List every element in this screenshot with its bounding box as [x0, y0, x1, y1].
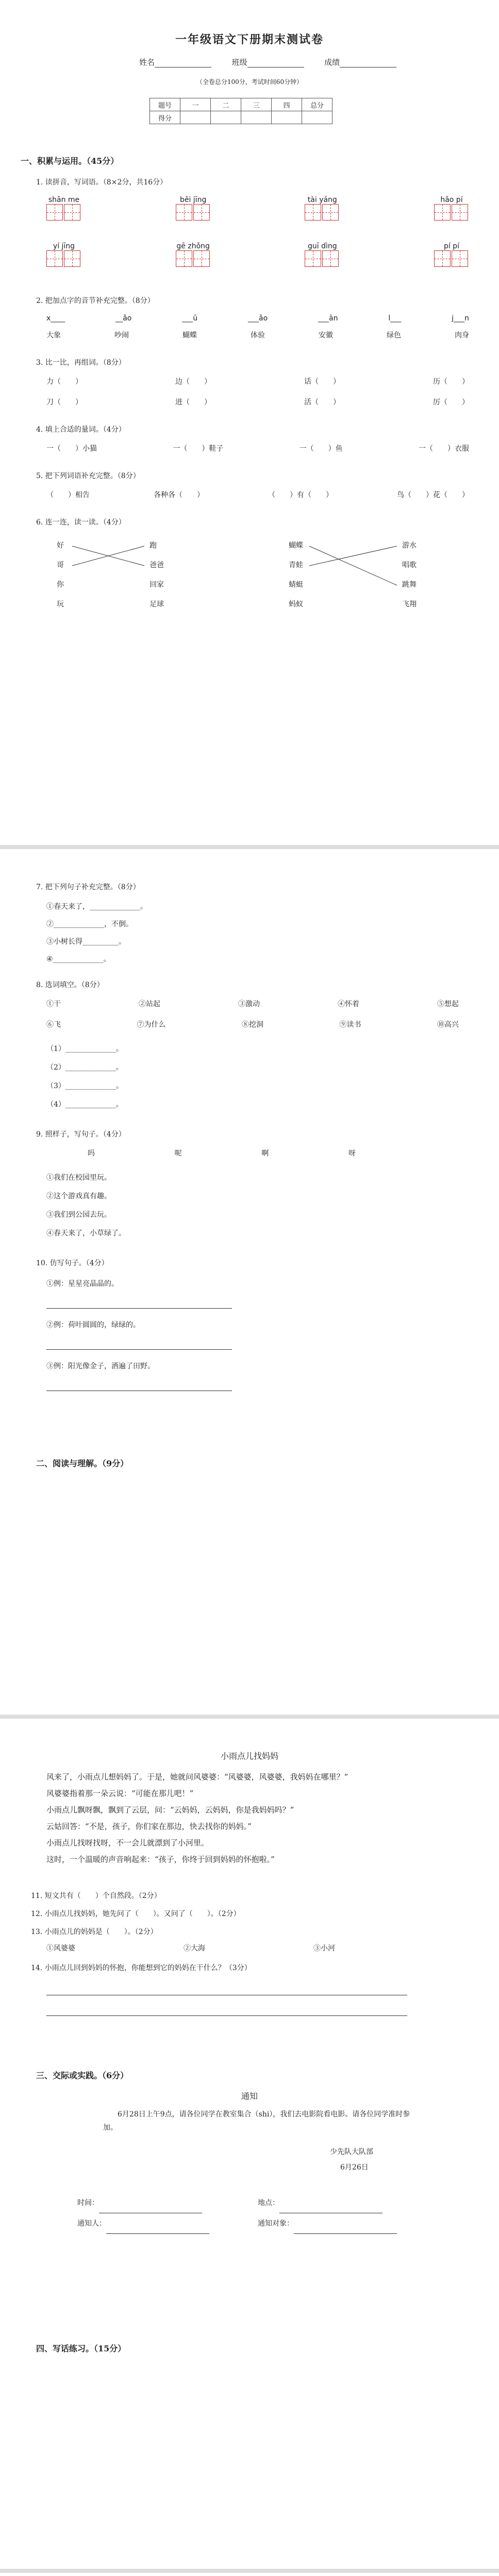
q4-item[interactable]: 一（ ）鞋子 — [173, 445, 224, 453]
score-entry[interactable] — [241, 111, 272, 124]
q2-words-row — [46, 330, 469, 340]
q8-word: ③激动 — [238, 1000, 260, 1008]
q4-item[interactable]: 一（ ）小猫 — [46, 445, 97, 453]
score-cell: 二 — [211, 98, 241, 111]
q6-word[interactable]: 蝴蝶 — [289, 541, 303, 550]
exam-note: （全卷总分100分，考试时间60分钟） — [196, 78, 303, 86]
q2-word: 安徽 — [319, 331, 333, 340]
score-cell: 一 — [180, 98, 211, 111]
notice-sign-org: 少先队大队部 — [330, 2148, 373, 2156]
section-4-heading: 四、写话练习。（15分） — [36, 2344, 126, 2353]
q13-text: 13. 小雨点儿的妈妈是（ ）。（2分） — [31, 1928, 158, 1936]
exam-page-2 — [0, 849, 499, 1715]
q5-item[interactable]: （ ）相告 — [46, 491, 90, 499]
q2-pinyin-row — [46, 314, 469, 323]
q9-line[interactable]: ④春天来了，小草绿了。 — [46, 1229, 126, 1238]
pinyin-item: tài yáng — [305, 196, 340, 223]
passage-title: 小雨点儿找妈妈 — [220, 1751, 278, 1761]
writing-box[interactable] — [452, 250, 468, 267]
q9-word: 吗 — [88, 1149, 95, 1158]
section-3-heading: 三、交际或实践。（6分） — [36, 2071, 129, 2080]
writing-box[interactable] — [64, 204, 80, 221]
q2-text: 2. 把加点字的音节补充完整。（8分） — [36, 297, 155, 305]
q3-item[interactable]: 刀（ ） — [46, 398, 82, 406]
q10-answer-line-2[interactable] — [46, 1349, 232, 1350]
q10-answer-line-3[interactable] — [46, 1390, 232, 1391]
q7-line[interactable]: ②______________，不倒。 — [46, 920, 133, 928]
score-cell: 三 — [241, 98, 272, 111]
q6-word[interactable]: 飞翔 — [402, 600, 417, 608]
q9-text: 9. 照样子，写句子。（4分） — [36, 1130, 126, 1139]
q6-word[interactable]: 回家 — [149, 581, 164, 589]
pinyin-row-1 — [46, 196, 469, 223]
q9-word: 呢 — [174, 1149, 182, 1158]
q2-blank[interactable]: __ǎo — [115, 314, 132, 323]
score-cell: 总分 — [302, 98, 332, 111]
exam-page-3 — [0, 1719, 499, 2569]
pinyin-row-2 — [46, 242, 469, 269]
writing-box[interactable] — [46, 250, 63, 267]
q8-word: ⑦为什么 — [137, 1021, 166, 1029]
q3-item[interactable]: 话（ ） — [304, 378, 340, 386]
q2-blank[interactable]: j___n — [452, 314, 469, 323]
writing-box[interactable] — [46, 204, 63, 221]
q2-blank[interactable]: ___ǎo — [248, 314, 268, 323]
q8-word: ④怀着 — [338, 1000, 359, 1008]
page-divider — [0, 845, 499, 849]
q2-word: 肉身 — [455, 331, 469, 340]
notice-title: 通知 — [241, 2091, 258, 2101]
score-cell: 题号 — [150, 98, 180, 111]
q6-left-col — [57, 536, 64, 614]
q4-text: 4. 填上合适的量词。（4分） — [36, 426, 126, 434]
q2-blank[interactable]: ___ū — [182, 314, 198, 323]
writing-box[interactable] — [176, 250, 192, 267]
q3-item[interactable]: 活（ ） — [304, 398, 340, 406]
q8-word: ⑩高兴 — [437, 1021, 459, 1029]
q2-blank[interactable]: x____ — [46, 314, 65, 323]
q3-row-2 — [46, 397, 469, 407]
page-divider — [0, 2569, 499, 2573]
pinyin-item: guī dìng — [305, 242, 340, 269]
q5-item[interactable]: （ ）有（ ） — [268, 491, 333, 499]
q7-line[interactable]: ①春天来了，______________。 — [46, 903, 147, 911]
writing-box[interactable] — [322, 250, 339, 267]
q8-word: ⑧挖洞 — [242, 1021, 263, 1029]
q9-line[interactable]: ③我们到公园去玩。 — [46, 1211, 111, 1219]
score-entry[interactable] — [211, 111, 241, 124]
q2-word: 蝴蝶 — [182, 331, 197, 340]
q10-answer-line-1[interactable] — [46, 1308, 232, 1309]
q5-text: 5. 把下列词语补充完整。（8分） — [36, 472, 140, 480]
exam-page-1 — [0, 0, 499, 845]
pinyin-item: běi jīng — [176, 196, 211, 223]
section-2-heading: 二、阅读与理解。（9分） — [36, 1459, 129, 1468]
writing-box[interactable] — [193, 250, 210, 267]
q13-option[interactable]: ②大海 — [184, 1944, 205, 1953]
section-1-heading: 一、积累与运用。（45分） — [21, 156, 119, 166]
q8-text: 8. 选词填空。（8分） — [36, 981, 104, 989]
pinyin-item: yí jīng — [46, 242, 81, 269]
q8-word: ⑥飞 — [46, 1021, 61, 1029]
q12-text: 12. 小雨点儿找妈妈，她先问了（ ）。又问了（ ）。（2分） — [31, 1910, 241, 1918]
q13-option[interactable]: ③小河 — [313, 1944, 335, 1953]
writing-box[interactable] — [176, 204, 192, 221]
q10-example-1: ①例：星星亮晶晶的。 — [46, 1280, 119, 1288]
q9-word: 呀 — [348, 1149, 356, 1158]
pinyin-item: hǎo pí — [434, 196, 469, 223]
q2-blank[interactable]: ___ān — [318, 314, 338, 323]
notice-body: 6月28日上午9点，请各位同学在教室集合（shi），我们去电影院看电影。请各位同学准时参加。 — [103, 2110, 410, 2132]
q9-words-row — [88, 1148, 356, 1158]
field-name-label: 姓名 — [139, 58, 155, 67]
q7-line[interactable]: ④______________。 — [46, 955, 111, 963]
score-cell: 四 — [272, 98, 302, 111]
class-input-line[interactable] — [247, 66, 304, 67]
writing-box[interactable] — [434, 250, 451, 267]
score-input-line[interactable] — [340, 66, 396, 67]
q6-word[interactable]: 你 — [57, 581, 64, 589]
page-divider — [0, 1715, 499, 1719]
q2-word: 绿色 — [387, 331, 401, 340]
q8-lines — [46, 1040, 123, 1114]
passage-paragraph: 风来了，小雨点儿想妈妈了。于是，她就问风婆婆：“风婆婆，风婆婆，我妈妈在哪里？” — [46, 1772, 348, 1782]
q3-item[interactable]: 边（ ） — [175, 378, 211, 386]
score-entry[interactable] — [180, 111, 211, 124]
q6-word[interactable]: 哥 — [57, 561, 64, 569]
notice-field-sender: 通知人： — [77, 2213, 258, 2234]
q6-connecting-lines — [67, 536, 448, 618]
q8-word: ⑤想起 — [437, 1000, 459, 1008]
q8-line[interactable]: （1）______________。 — [46, 1045, 123, 1053]
passage-paragraph: 小雨点儿飘呀飘，飘到了云层，问：“云妈妈，云妈妈，你是我妈妈吗？” — [46, 1805, 294, 1815]
q7-lines — [46, 898, 147, 968]
q10-example-2: ②例：荷叶圆圆的，绿绿的。 — [46, 1321, 140, 1329]
q3-item[interactable]: 历（ ） — [433, 378, 469, 386]
q8-line[interactable]: （2）______________。 — [46, 1063, 123, 1072]
reading-passage — [31, 1770, 454, 1869]
writing-box[interactable] — [434, 204, 451, 221]
writing-box[interactable] — [322, 204, 339, 221]
writing-box[interactable] — [452, 204, 468, 221]
q10-example-3: ③例：阳光像金子，洒遍了田野。 — [46, 1362, 155, 1370]
q3-item[interactable]: 进（ ） — [175, 398, 211, 406]
q6-word[interactable]: 好 — [57, 541, 64, 550]
notice-sender-input[interactable] — [106, 2233, 209, 2234]
notice-fields — [77, 2193, 438, 2234]
q6-word[interactable]: 跳舞 — [402, 581, 417, 589]
q3-row-1 — [46, 376, 469, 386]
q13-options — [46, 1943, 335, 1953]
score-entry[interactable] — [272, 111, 302, 124]
q14-text: 14. 小雨点儿回到妈妈的怀抱，你能想到它的妈妈在干什么？（3分） — [31, 1964, 252, 1972]
passage-paragraph: 风婆婆指着那一朵云说：“可能在那儿吧！” — [46, 1789, 194, 1798]
name-input-line[interactable] — [155, 66, 211, 67]
student-info-fields — [139, 57, 448, 67]
field-class-label: 班级 — [231, 58, 247, 67]
q6-word[interactable]: 唱歌 — [402, 561, 417, 569]
q9-word: 啊 — [261, 1149, 269, 1158]
q3-text: 3. 比一比，再组词。（8分） — [36, 359, 126, 367]
q4-item[interactable]: 一（ ）衣服 — [418, 445, 469, 453]
q9-lines — [46, 1168, 126, 1243]
q2-blank[interactable]: l___ — [388, 314, 402, 323]
q6-word[interactable]: 蚂蚁 — [289, 600, 303, 608]
score-entry[interactable] — [302, 111, 332, 124]
passage-paragraph: 小雨点儿找呀找呀，不一会儿就漂到了小河里。 — [46, 1838, 209, 1848]
score-table — [149, 98, 332, 124]
q8-line[interactable]: （4）______________。 — [46, 1100, 123, 1109]
q6-word[interactable]: 跑 — [149, 541, 157, 550]
q8-word: ②站起 — [139, 1000, 160, 1008]
pinyin-item: pí pí — [434, 242, 469, 269]
q4-item[interactable]: 一（ ）鱼 — [299, 445, 343, 453]
notice-sign-date: 6月26日 — [340, 2163, 369, 2172]
exam-title: 一年级语文下册期末测试卷 — [175, 33, 324, 46]
writing-box[interactable] — [64, 250, 80, 267]
score-cell: 得分 — [150, 111, 180, 124]
q6-word[interactable]: 玩 — [57, 600, 64, 608]
q5-item[interactable]: 鸟（ ）花（ ） — [397, 491, 469, 499]
q9-line[interactable]: ①我们在校园里玩。 — [46, 1174, 111, 1182]
q13-option[interactable]: ①风婆婆 — [46, 1944, 75, 1953]
q3-item[interactable]: 厉（ ） — [433, 398, 469, 406]
notice-field-time: 时间： — [77, 2193, 258, 2213]
notice-target-input[interactable] — [294, 2233, 397, 2234]
q6-text: 6. 连一连，读一读。（4分） — [36, 518, 126, 527]
q3-item[interactable]: 力（ ） — [46, 378, 82, 386]
q6-word[interactable]: 足球 — [149, 600, 164, 608]
q6-word[interactable]: 游水 — [402, 541, 417, 550]
writing-box[interactable] — [305, 250, 321, 267]
q5-item[interactable]: 各种各（ ） — [154, 491, 204, 499]
writing-box[interactable] — [305, 204, 321, 221]
q8-line[interactable]: （3）______________。 — [46, 1082, 123, 1090]
q7-line[interactable]: ③小树长得__________。 — [46, 938, 126, 946]
field-score-label: 成绩 — [324, 58, 340, 67]
q11-text: 11. 短文共有（ ）个自然段。（2分） — [31, 1892, 161, 1900]
q8-word: ①干 — [46, 1000, 61, 1008]
passage-paragraph: 云姑回答：“不是，孩子，你们家在那边，快去找你的妈妈。” — [46, 1822, 252, 1831]
q2-word: 大象 — [46, 331, 61, 340]
q2-word: 吵闹 — [114, 331, 129, 340]
q6-word[interactable]: 青蛙 — [289, 561, 303, 569]
q10-text: 10. 仿写句子。（4分） — [36, 1259, 109, 1267]
notice-field-target: 通知对象： — [258, 2213, 438, 2234]
q1-text: 1. 读拼音，写词语。（8×2分，共16分） — [36, 178, 168, 187]
q6-word[interactable]: 蜻蜓 — [289, 581, 303, 589]
pinyin-item: gē zhǒng — [176, 242, 211, 269]
q6-word[interactable]: 爸爸 — [149, 561, 164, 569]
passage-paragraph: 这时，一个温暖的声音响起来：“孩子，你终于回到妈妈的怀抱啦。” — [46, 1855, 275, 1864]
q4-row — [46, 443, 469, 453]
q5-row — [46, 489, 469, 500]
exam-page-4 — [0, 2573, 499, 2576]
q9-line[interactable]: ②这个游戏真有趣。 — [46, 1192, 111, 1200]
notice-field-place: 地点： — [258, 2193, 438, 2213]
q7-text: 7. 把下列句子补充完整。（8分） — [36, 883, 140, 891]
q2-word: 体验 — [251, 331, 265, 340]
q8-words-row — [46, 998, 459, 1009]
q14-answer-line-2[interactable] — [46, 2015, 407, 2016]
pinyin-item: shān me — [46, 196, 81, 223]
q8-words-row-2 — [46, 1019, 459, 1029]
writing-box[interactable] — [193, 204, 210, 221]
q8-word: ⑨读书 — [339, 1021, 361, 1029]
q14-answer-line-1[interactable] — [46, 1994, 407, 1995]
